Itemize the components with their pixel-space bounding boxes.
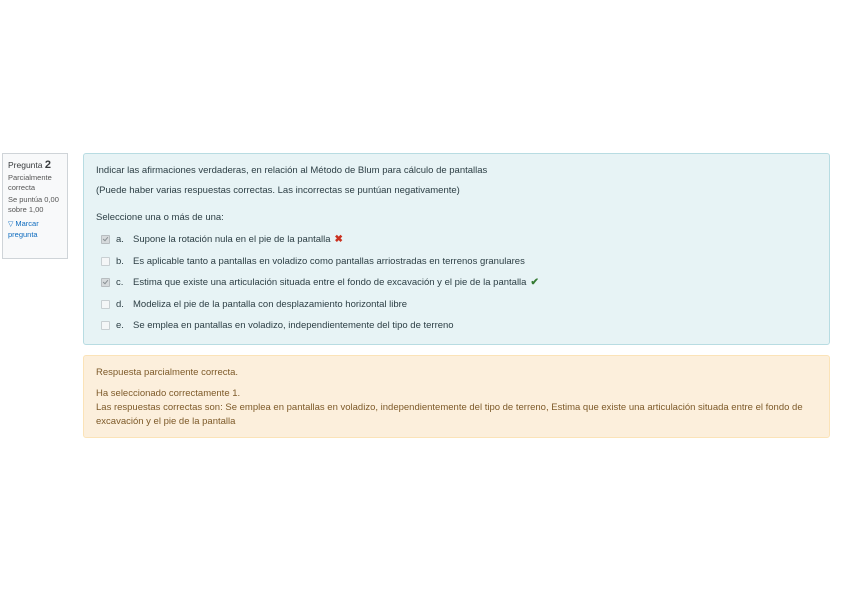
question-info-panel — [2, 153, 68, 259]
feedback-panel — [83, 355, 830, 438]
flag-icon: ▽ — [8, 221, 14, 228]
question-grade: Se puntúa 0,00 sobre 1,00 — [8, 195, 59, 214]
answer-text: Estima que existe una articulación situada entre el fondo de excavación y el pie de la pantalla — [133, 277, 527, 289]
answer-checkbox[interactable] — [101, 321, 110, 330]
answer-letter: b. — [116, 255, 124, 267]
answer-option-e[interactable] — [96, 315, 817, 337]
answer-checkbox[interactable] — [101, 235, 110, 244]
answer-letter: a. — [116, 234, 124, 246]
answer-list — [96, 229, 817, 337]
answer-text: Supone la rotación nula en el pie de la pantalla — [133, 234, 331, 246]
answer-text: Es aplicable tanto a pantallas en voladizo como pantallas arriostradas en terrenos granulares — [133, 255, 525, 267]
question-label: Pregunta — [8, 160, 43, 170]
answer-letter: c. — [116, 277, 124, 289]
answer-option-c[interactable] — [96, 272, 817, 294]
correct-icon: ✔ — [530, 277, 539, 289]
answer-option-a[interactable] — [96, 229, 817, 251]
flag-question-link[interactable] — [8, 219, 63, 240]
feedback-selected-count: Ha seleccionado correctamente 1. — [96, 388, 241, 399]
answer-checkbox[interactable] — [101, 278, 110, 287]
answer-prompt: Seleccione una o más de una: — [96, 212, 224, 223]
answer-checkbox[interactable] — [101, 257, 110, 266]
answer-text: Modeliza el pie de la pantalla con desplazamiento horizontal libre — [133, 298, 408, 310]
flag-question-label: Marcar pregunta — [8, 219, 39, 239]
answer-checkbox[interactable] — [101, 300, 110, 309]
question-number — [8, 160, 63, 170]
incorrect-icon: ✖ — [334, 234, 343, 246]
feedback-title: Respuesta parcialmente correcta. — [96, 367, 239, 378]
answer-text: Se emplea en pantallas en voladizo, independientemente del tipo de terreno — [133, 320, 454, 332]
feedback-correct-answers: Las respuestas correctas son: Se emplea en pantallas en voladizo, independientemente del tipo de terreno, Estima que existe una articulación situada entre el fondo de excavación y el pie de la pantalla — [96, 402, 803, 427]
answer-option-d[interactable] — [96, 294, 817, 316]
question-state: Parcialmente correcta — [8, 173, 52, 192]
question-number-value: 2 — [44, 159, 51, 171]
question-formulation — [83, 153, 830, 345]
question-instructions: (Puede haber varias respuestas correctas. Las incorrectas se puntúan negativamente) — [96, 185, 460, 196]
answer-option-b[interactable] — [96, 251, 817, 273]
answer-letter: d. — [116, 298, 124, 310]
answer-letter: e. — [116, 320, 124, 332]
question-text: Indicar las afirmaciones verdaderas, en relación al Método de Blum para cálculo de pantallas — [96, 165, 488, 176]
